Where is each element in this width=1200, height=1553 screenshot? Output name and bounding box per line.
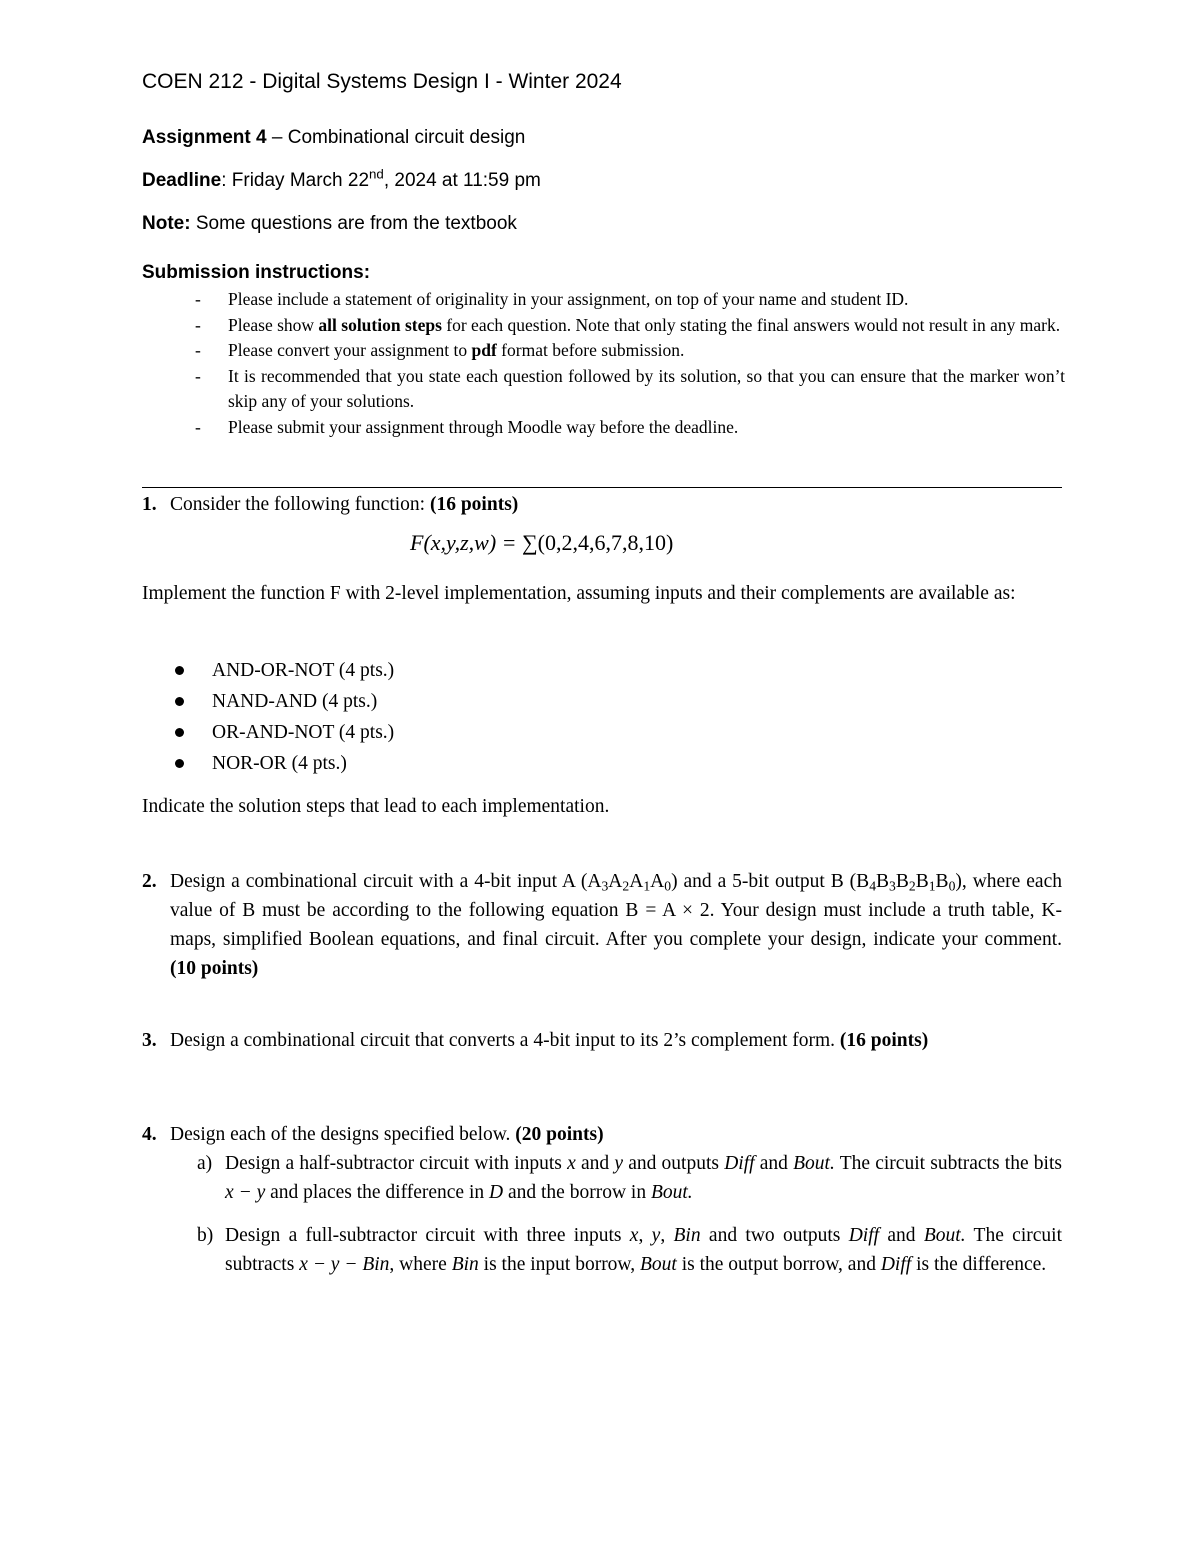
- dash-bullet: -: [195, 289, 201, 309]
- part-text: ,: [638, 1225, 652, 1246]
- part-label: b): [197, 1225, 214, 1246]
- part-text: and outputs: [622, 1153, 725, 1174]
- bit-index: 1: [928, 878, 936, 894]
- submission-item-text: Please include a statement of originality in your assignment, on top of your name and student ID.: [228, 289, 909, 309]
- option-text: NOR-OR (4 pts.): [212, 753, 347, 774]
- question-points: (16 points): [429, 494, 519, 515]
- bullet-icon: [175, 728, 184, 737]
- part-text: is the input borrow,: [478, 1254, 640, 1275]
- note-text: Some questions are from the textbook: [190, 213, 517, 234]
- question-number: 4.: [142, 1124, 157, 1145]
- deadline-time: , 2024 at 11:59 pm: [383, 170, 541, 191]
- submission-item: [195, 313, 1065, 339]
- part-text: , where: [389, 1254, 452, 1275]
- question-text: ), where each value of B must be according to the following equation B = A × 2. Your design must include a truth table, K-maps, simplified Boolean equations, and final circuit. After you complete your design, indicate your comment.: [170, 871, 1062, 950]
- bullet-icon: [175, 697, 184, 706]
- var: Diff: [848, 1225, 880, 1246]
- expr: x − y: [225, 1182, 266, 1203]
- bullet-icon: [175, 666, 184, 675]
- option-item: [172, 717, 394, 748]
- part-text: Design a half-subtractor circuit with inputs: [225, 1153, 568, 1174]
- part-text: and: [754, 1153, 794, 1174]
- part-text: is the difference.: [911, 1254, 1047, 1275]
- q1-options: [172, 655, 394, 779]
- bit-label: B: [935, 871, 949, 892]
- horizontal-rule: [142, 487, 1062, 488]
- assignment-label: Assignment 4: [142, 127, 267, 148]
- q1-closing: Indicate the solution steps that lead to each implementation.: [142, 796, 610, 817]
- submission-item: [195, 364, 1065, 415]
- bit-index: 4: [869, 878, 877, 894]
- bit-index: 0: [664, 878, 672, 894]
- var: Bout.: [793, 1153, 835, 1174]
- question-4: [142, 1120, 1062, 1279]
- var: Diff: [880, 1254, 912, 1275]
- note-label: Note:: [142, 213, 191, 234]
- bit-label: A: [629, 871, 644, 892]
- var: Bout: [640, 1254, 677, 1275]
- deadline-label: Deadline: [142, 170, 222, 191]
- option-item: [172, 686, 394, 717]
- submission-list: [195, 287, 1065, 440]
- part-text: ,: [660, 1225, 674, 1246]
- var: y: [614, 1153, 623, 1174]
- bit-label: B: [876, 871, 890, 892]
- submission-item-bold: pdf: [471, 340, 497, 360]
- deadline-suffix: nd: [369, 166, 384, 182]
- deadline-line: [142, 166, 541, 192]
- var: Bout.: [650, 1182, 693, 1203]
- part-text: and: [575, 1153, 615, 1174]
- part-text: The circuit subtracts: [225, 1225, 1062, 1275]
- option-text: NAND-AND (4 pts.): [212, 691, 378, 712]
- dash-bullet: -: [195, 365, 201, 386]
- submission-item-text: Please submit your assignment through Moodle way before the deadline.: [228, 416, 739, 437]
- submission-item-bold: all solution steps: [318, 314, 442, 335]
- function-formula: [410, 530, 673, 556]
- bit-label: B: [895, 871, 909, 892]
- var: y: [651, 1225, 661, 1246]
- bit-label: B: [915, 871, 929, 892]
- deadline-date: : Friday March 22: [221, 170, 370, 191]
- course-title: COEN 212 - Digital Systems Design I - Winter 2024: [142, 70, 622, 93]
- part-text: is the output borrow, and: [676, 1254, 881, 1275]
- var: Bout.: [923, 1225, 966, 1246]
- question-text: Design each of the designs specified below.: [170, 1124, 516, 1145]
- assignment-title: – Combinational circuit design: [266, 127, 526, 148]
- option-text: OR-AND-NOT (4 pts.): [212, 722, 395, 743]
- note-line: [142, 213, 517, 235]
- option-text: AND-OR-NOT (4 pts.): [212, 660, 395, 681]
- submission-item-text: for each question. Note that only stating the final answers would not result in any mark.: [441, 314, 1061, 335]
- bit-index: 3: [889, 878, 896, 894]
- question-3: [142, 1026, 1062, 1055]
- var: x: [629, 1225, 639, 1246]
- part-text: and two outputs: [700, 1225, 849, 1246]
- submission-item: [195, 338, 1065, 364]
- question-text: Consider the following function:: [170, 494, 430, 515]
- submission-item-text: Please convert your assignment to: [228, 340, 472, 360]
- bit-label: B: [856, 871, 870, 892]
- var: Diff: [724, 1153, 755, 1174]
- question-number: 1.: [142, 494, 157, 515]
- part-label: a): [197, 1153, 213, 1174]
- part-text: and: [879, 1225, 924, 1246]
- dash-bullet: -: [195, 340, 201, 360]
- bit-label: A: [650, 871, 665, 892]
- var: Bin: [673, 1225, 701, 1246]
- bit-label: A: [608, 871, 623, 892]
- formula-lhs: F(x,y,z,w) =: [410, 530, 522, 555]
- dash-bullet: -: [195, 416, 201, 437]
- question-4a: [197, 1149, 1062, 1207]
- expr: x − y − Bin: [299, 1254, 390, 1275]
- question-points: (20 points): [515, 1124, 604, 1145]
- question-points: (16 points): [839, 1030, 929, 1051]
- part-text: The circuit subtracts the bits: [834, 1153, 1062, 1174]
- submission-item-text: Please show: [228, 314, 319, 335]
- submission-heading: Submission instructions:: [142, 262, 371, 283]
- bit-index: 2: [908, 878, 916, 894]
- question-4b: [197, 1221, 1062, 1279]
- bullet-icon: [175, 759, 184, 768]
- bit-index: 1: [643, 878, 651, 894]
- question-points: (10 points): [170, 958, 259, 979]
- formula-sum: ∑(0,2,4,6,7,8,10): [522, 530, 674, 555]
- assignment-line: [142, 127, 525, 149]
- question-1: [142, 490, 1062, 519]
- bit-index: 3: [601, 878, 609, 894]
- bit-index: 2: [622, 878, 630, 894]
- q1-intro: Implement the function F with 2-level implementation, assuming inputs and their complements are available as:: [142, 583, 1016, 604]
- bit-index: 0: [948, 878, 956, 894]
- submission-item-text: It is recommended that you state each question followed by its solution, so that you can ensure that the marker won’t skip any of your solutions.: [228, 365, 1065, 411]
- question-text: Design a combinational circuit that converts a 4-bit input to its 2’s complement form.: [170, 1030, 840, 1051]
- dash-bullet: -: [195, 314, 201, 335]
- option-item: [172, 748, 394, 779]
- question-number: 3.: [142, 1030, 157, 1051]
- part-text: and places the difference in: [265, 1182, 490, 1203]
- var: Bin: [451, 1254, 479, 1275]
- question-text: Design a combinational circuit with a 4-bit input A (: [170, 871, 588, 892]
- submission-item-text: format before submission.: [496, 340, 685, 360]
- question-number: 2.: [142, 871, 157, 892]
- question-text: ) and a 5-bit output B (: [671, 871, 857, 892]
- part-text: and the borrow in: [503, 1182, 651, 1203]
- part-text: Design a full-subtractor circuit with three inputs: [225, 1225, 630, 1246]
- var: x: [567, 1153, 576, 1174]
- var: D: [489, 1182, 504, 1203]
- question-2: [142, 867, 1062, 983]
- option-item: [172, 655, 394, 686]
- submission-item: [195, 415, 1065, 441]
- submission-item: [195, 287, 1065, 313]
- bit-label: A: [587, 871, 602, 892]
